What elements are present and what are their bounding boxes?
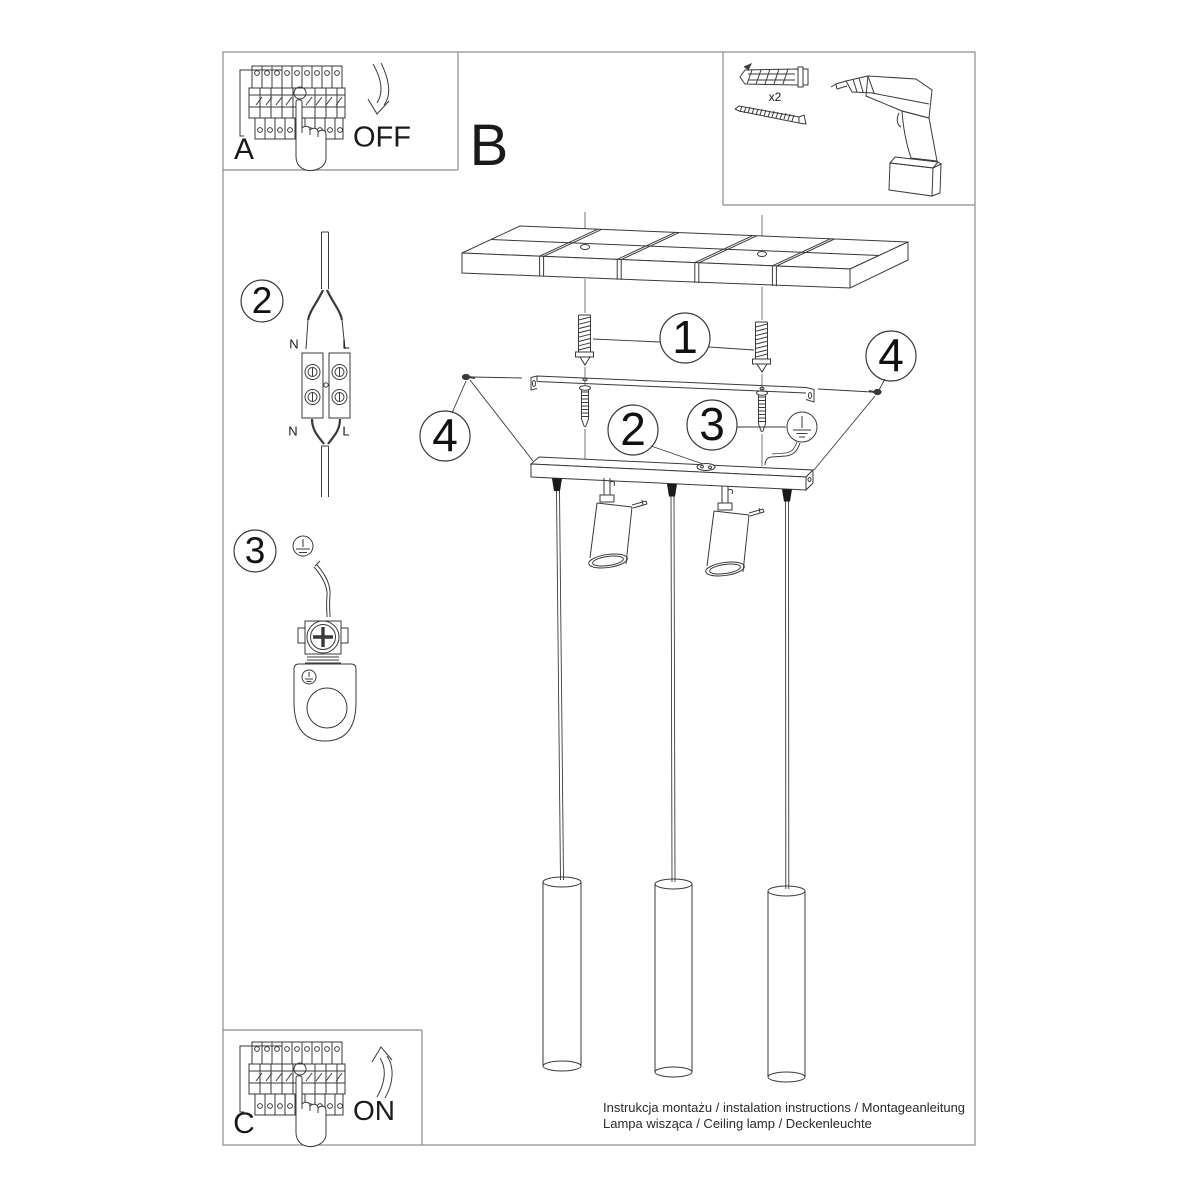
spotlight-left-icon [588,478,647,570]
earth-symbol-main-icon [787,412,817,442]
step-4-number-right: 4 [878,329,904,382]
step-2-number-side: 2 [251,279,273,321]
wall-plug-right-icon [753,322,771,372]
wire-label-neutral-bottom: N [288,423,298,439]
wire-label-neutral-top: N [289,336,299,352]
step-3-number-side: 3 [244,529,266,571]
breaker-off-figure [240,63,389,171]
step-1-number: 1 [672,311,698,364]
ceiling-slab-icon [462,226,908,288]
mounting-bracket-icon [531,376,814,402]
power-off-label: OFF [353,121,411,154]
section-b-label: B [469,113,509,178]
page-frame [223,52,975,1145]
step-3-number-main: 3 [699,398,725,451]
wall-plug-left-icon [576,315,594,365]
breaker-panel-icon [240,1042,345,1115]
arrow-down-icon [368,63,389,114]
wire-label-live-top: L [342,336,350,352]
terminal-block-icon [302,353,350,418]
footer-subtitle-line: Lampa wisząca / Ceiling lamp / Deckenleuchte [603,1116,872,1131]
pendant-tube-right-icon [768,886,805,1082]
pointing-hand-icon [296,1076,326,1147]
anchor-quantity-label: x2 [768,90,782,104]
section-a-label: A [233,133,255,166]
pointing-hand-icon [296,100,326,171]
footer-title-line: Instrukcja montażu / instalation instructions / Montageanleitung [603,1100,966,1115]
long-screw-right-icon [757,391,768,432]
step-4-number-left: 4 [432,409,458,462]
pendant-tube-center-icon [655,879,692,1077]
wire-label-live-bottom: L [342,423,350,439]
drill-icon [831,76,941,196]
breaker-panel-icon [240,66,345,139]
step-2-number-main: 2 [620,403,646,456]
mounting-screw-icon [735,106,806,124]
arrow-up-icon [372,1047,392,1098]
spotlight-right-icon [705,486,764,578]
section-c-label: C [233,1107,255,1140]
exploded-view-figure [420,212,916,1082]
long-screw-left-icon [580,386,591,427]
pendant-tube-left-icon [543,877,581,1071]
earth-symbol-icon [293,536,313,556]
earth-terminal-icon [294,621,356,741]
power-on-label: ON [353,1095,395,1126]
wall-plug-icon [740,64,808,87]
required-tools-figure [735,64,941,196]
wiring-diagram-figure [241,232,350,497]
